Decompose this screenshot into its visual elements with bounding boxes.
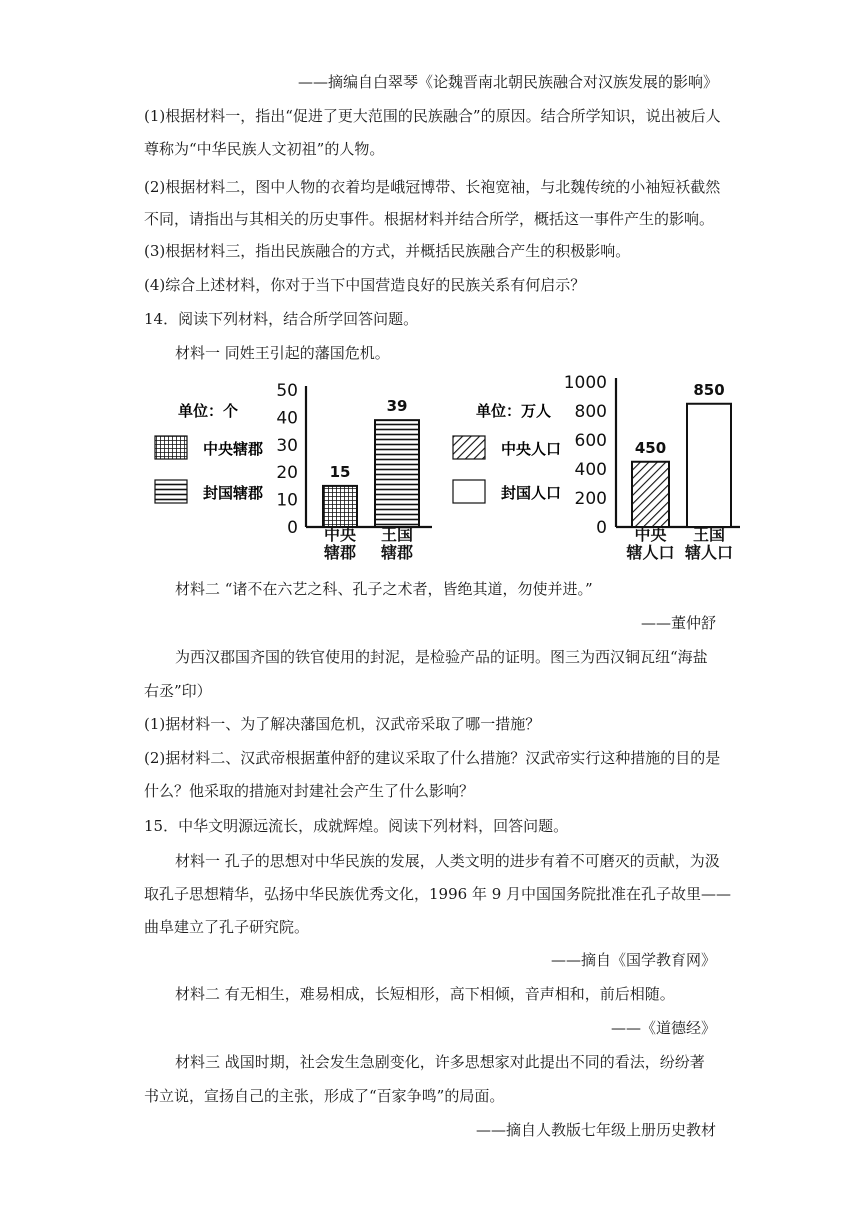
q15-material-2: 材料二 有无相生，难易相成，长短相形，高下相倾，音声相和，前后相随。	[175, 985, 675, 1003]
q15-material-1-line-1: 材料一 孔子的思想对中华民族的发展，人类文明的进步有着不可磨灭的贡献，为汲	[175, 852, 720, 870]
chart-2-legend-swatch-2	[453, 480, 485, 503]
q15-material-1-source: ——摘自《国学教育网》	[550, 951, 716, 969]
q15-material-3-line-2: 书立说，宣扬自己的主张，形成了“百家争鸣”的局面。	[144, 1087, 505, 1105]
source-citation: ——摘编自白翠琴《论魏晋南北朝民族融合对汉族发展的影响》	[297, 73, 718, 91]
q14-title: 14．阅读下列材料，结合所学回答问题。	[144, 310, 419, 328]
bar	[375, 420, 419, 527]
category-label: 中央	[323, 525, 357, 544]
q15-material-3-line-1: 材料三 战国时期，社会发生急剧变化，许多思想家对此提出不同的看法，纷纷著	[175, 1053, 705, 1071]
y-tick-label: 40	[276, 408, 298, 429]
q14-material-2: 材料二 “诸不在六艺之科、孔子之术者，皆绝其道，勿使并进。”	[175, 580, 593, 598]
q14-note-line-1: 为西汉郡国齐国的铁官使用的封泥，是检验产品的证明。图三为西汉铜瓦纽“海盐	[175, 648, 708, 666]
q15-material-2-source: ——《道德经》	[610, 1019, 716, 1037]
q14-material-2-source: ——董仲舒	[640, 614, 716, 632]
bar-value-label: 15	[329, 462, 351, 481]
y-tick-label: 0	[287, 518, 298, 538]
q14-charts	[0, 372, 860, 582]
q13-item-2-line-2: 不同，请指出与其相关的历史事件。根据材料并结合所学，概括这一事件产生的影响。	[144, 210, 715, 228]
y-tick-label: 0	[596, 518, 607, 538]
category-label: 王国	[692, 525, 726, 544]
chart-2	[453, 373, 740, 562]
bar-value-label: 450	[634, 438, 667, 457]
bar	[323, 486, 357, 527]
q14-material-1: 材料一 同姓王引起的藩国危机。	[175, 344, 390, 362]
category-label: 辖人口	[626, 543, 675, 562]
bar	[632, 462, 669, 527]
q14-item-2-line-2: 什么？他采取的措施对封建社会产生了什么影响？	[144, 782, 475, 800]
chart-2-legend-1: 中央人口	[501, 440, 562, 458]
y-tick-label: 400	[574, 460, 607, 480]
q14-item-1: (1)据材料一、为了解决藩国危机，汉武帝采取了哪一措施？	[144, 715, 541, 733]
category-label: 王国	[380, 525, 414, 544]
bar-value-label: 850	[693, 380, 725, 399]
q14-item-2-line-1: (2)据材料二、汉武帝根据董仲舒的建议采取了什么措施？汉武帝实行这种措施的目的是	[144, 749, 721, 767]
chart-1-legend-2: 封国辖郡	[203, 484, 264, 502]
q14-note-line-2: 右丞”印）	[144, 682, 212, 700]
y-tick-label: 200	[574, 489, 607, 509]
q13-item-4: (4)综合上述材料，你对于当下中国营造良好的民族关系有何启示？	[144, 276, 586, 294]
category-label: 辖郡	[380, 543, 414, 562]
q13-item-3: (3)根据材料三，指出民族融合的方式，并概括民族融合产生的积极影响。	[144, 242, 631, 260]
chart-2-unit: 单位：万人	[476, 402, 552, 420]
q15-material-3-source: ——摘自人教版七年级上册历史教材	[475, 1121, 716, 1139]
category-label: 中央	[634, 525, 667, 544]
q15-material-1-line-2: 取孔子思想精华，弘扬中华民族优秀文化，1996 年 9 月中国国务院批准在孔子故里——	[144, 885, 732, 903]
bar	[687, 404, 731, 527]
bar-value-label: 39	[386, 397, 408, 416]
category-label: 辖郡	[323, 543, 357, 562]
y-tick-label: 10	[276, 490, 298, 511]
chart-1	[155, 381, 432, 562]
category-label: 辖人口	[684, 543, 734, 562]
y-tick-label: 1000	[563, 373, 607, 393]
chart-1-legend-swatch-1	[155, 436, 187, 459]
chart-2-legend-2: 封国人口	[501, 484, 562, 502]
q13-item-1-line-1: (1)根据材料一，指出“促进了更大范围的民族融合”的原因。结合所学知识，说出被后人	[144, 107, 721, 125]
y-tick-label: 800	[574, 402, 607, 422]
y-tick-label: 50	[276, 381, 298, 401]
q13-item-1-line-2: 尊称为“中华民族人文初祖”的人物。	[144, 140, 385, 158]
q13-item-2-line-1: (2)根据材料二，图中人物的衣着均是峨冠博带、长袍宽袖，与北魏传统的小袖短袄截然	[144, 178, 721, 196]
y-tick-label: 20	[276, 463, 298, 484]
y-tick-label: 30	[276, 435, 298, 456]
chart-1-unit: 单位：个	[178, 402, 239, 420]
y-tick-label: 600	[574, 431, 607, 451]
q15-title: 15．中华文明源远流长，成就辉煌。阅读下列材料，回答问题。	[144, 817, 569, 835]
chart-2-legend-swatch-1	[453, 436, 485, 459]
chart-1-legend-swatch-2	[155, 480, 187, 503]
q15-material-1-line-3: 曲阜建立了孔子研究院。	[144, 918, 310, 936]
chart-1-legend-1: 中央辖郡	[203, 440, 264, 458]
